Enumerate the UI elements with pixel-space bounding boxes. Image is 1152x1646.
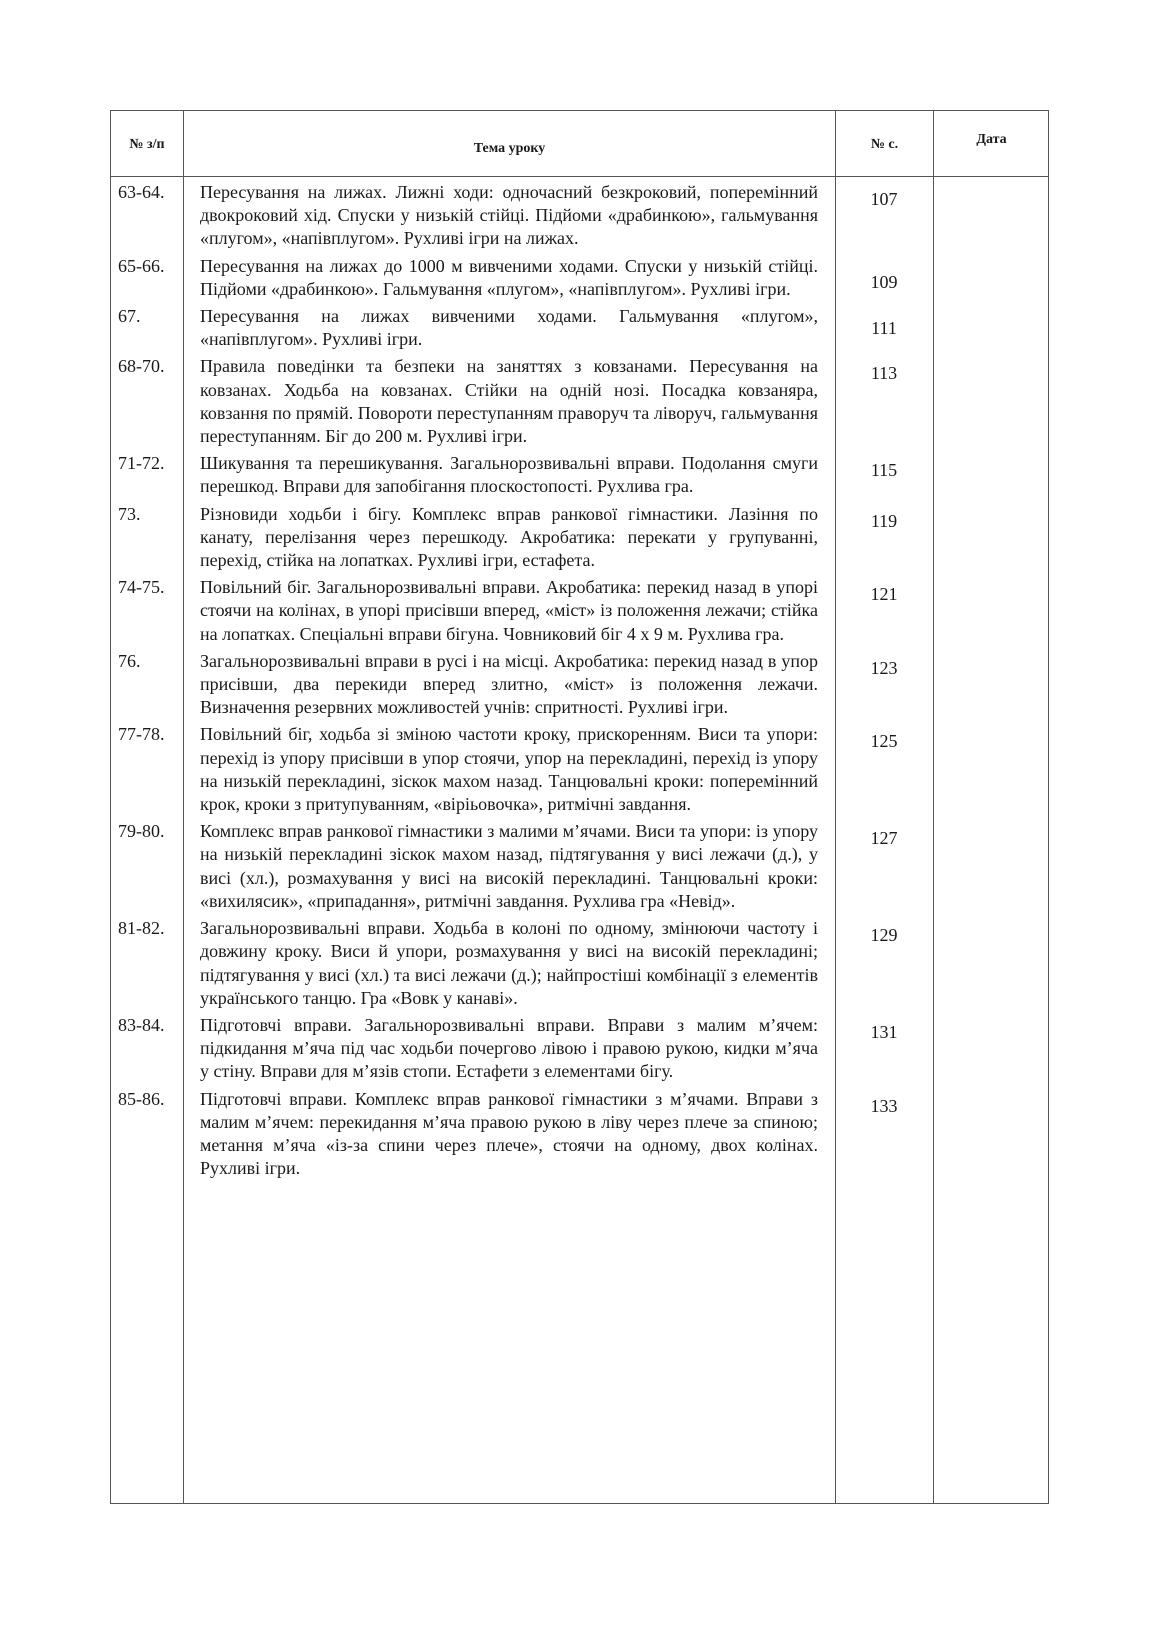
lesson-number: 67. bbox=[118, 306, 141, 327]
table-body bbox=[111, 181, 1048, 1184]
table-row bbox=[111, 1088, 1048, 1181]
lesson-topic: Повільний біг. Загальнорозвивальні вправи. Акробатика: перекид назад в упорі стоячи на колінах, в упорі присівши вперед, «міст» із положення лежачи; стійка на лопатках. Спеціальні вправи бігуна. Човниковий біг 4 х 9 м. Рухлива гра. bbox=[200, 577, 818, 644]
lesson-topic: Пересування на лижах вивченими ходами. Гальмування «плугом», «напівплугом». Рухливі ігри. bbox=[200, 306, 818, 350]
table-row bbox=[111, 1014, 1048, 1084]
lesson-number: 83-84. bbox=[118, 1014, 165, 1035]
page-number: 107 bbox=[870, 189, 898, 209]
page-number: 129 bbox=[870, 925, 898, 946]
table-row bbox=[111, 820, 1048, 913]
table-row bbox=[111, 917, 1048, 1010]
table-row bbox=[111, 255, 1048, 301]
header-number: № з/п bbox=[129, 137, 165, 152]
page-number: 115 bbox=[870, 460, 898, 481]
lesson-topic: Повільний біг, ходьба зі зміною частоти кроку, прискоренням. Виси та упори: перехід із упору присівши в упор стоячи, упор на перекладині, перехід із упору на низькій перекладині, зіскок махом назад. Танцювальні кроки: поперемінний крок, кроки з притупуванням, «віріьовочка», ритмічні завдання. bbox=[200, 724, 818, 815]
table-row bbox=[111, 503, 1048, 573]
lesson-number: 85-86. bbox=[118, 1088, 165, 1109]
lesson-number: 63-64. bbox=[118, 182, 165, 202]
page-number: 123 bbox=[870, 657, 898, 678]
page-number: 133 bbox=[870, 1095, 898, 1116]
lesson-number: 71-72. bbox=[118, 453, 165, 474]
page-number: 125 bbox=[870, 731, 898, 752]
page-number: 119 bbox=[870, 510, 898, 531]
table-row bbox=[111, 181, 1048, 251]
lesson-number: 65-66. bbox=[118, 255, 165, 276]
table-row bbox=[111, 305, 1048, 351]
lesson-plan-table bbox=[110, 110, 1049, 1504]
table-row bbox=[111, 355, 1048, 448]
lesson-topic: Шикування та перешикування. Загальнорозвивальні вправи. Подолання смуги перешкод. Вправи для запобігання плоскостопості. Рухлива гра. bbox=[200, 453, 818, 497]
lesson-number: 76. bbox=[118, 650, 141, 671]
page-number: 113 bbox=[870, 363, 898, 384]
page-number: 131 bbox=[870, 1021, 898, 1042]
page-number: 109 bbox=[870, 271, 898, 292]
lesson-topic: Загальнорозвивальні вправи в русі і на місці. Акробатика: перекид назад в упор присівши, два перекиди вперед злитно, «міст» із положення лежачи. Визначення резервних можливостей учнів: спритності. Рухливі ігри. bbox=[200, 650, 818, 718]
header-topic: Тема уроку bbox=[473, 141, 546, 156]
lesson-number: 68-70. bbox=[118, 356, 165, 377]
page-number: 111 bbox=[871, 318, 897, 339]
lesson-topic: Підготовчі вправи. Загальнорозвивальні вправи. Вправи з малим м’ячем: підкидання м’яча під час ходьби почергово лівою і правою рукою, кидки м’яча у стіну. Вправи для м’язів стопи. Естафети з елементами бігу. bbox=[200, 1014, 818, 1082]
lesson-number: 77-78. bbox=[118, 724, 165, 745]
lesson-number: 81-82. bbox=[118, 918, 165, 939]
lesson-topic: Пересування на лижах до 1000 м вивченими ходами. Спуски у низькій стійці. Підйоми «драбинкою». Гальмування «плугом», «напівплугом». Рухливі ігри. bbox=[200, 255, 818, 299]
header-date: Дата bbox=[976, 132, 1007, 147]
lesson-topic: Загальнорозвивальні вправи. Ходьба в колоні по одному, змінюючи частоту і довжину кроку. Виси й упори, розмахування у висі на високій перекладині; підтягування у висі (хл.) та висі лежачи (д.); найпростіші комбінації з елементів українського танцю. Гра «Вовк у канаві». bbox=[200, 918, 818, 1008]
lesson-number: 79-80. bbox=[118, 821, 165, 842]
table-row bbox=[111, 452, 1048, 498]
lesson-topic: Правила поведінки та безпеки на заняттях з ковзанами. Пересування на ковзанах. Ходьба на ковзанах. Стійки на одній нозі. Посадка ковзаняра, ковзання по прямій. Повороти переступанням праворуч та ліворуч, гальмування переступанням. Біг до 200 м. Рухливі ігри. bbox=[200, 356, 818, 447]
lesson-topic: Комплекс вправ ранкової гімнастики з малими м’ячами. Виси та упори: із упору на низькій перекладині зіскок махом назад, підтягування у висі лежачи (д.), у висі (хл.), розмахування у висі на високій перекладині. Танцювальні кроки: «вихилясик», «припадання», ритмічні завдання. Рухлива гра «Невід». bbox=[200, 821, 818, 911]
table-row bbox=[111, 576, 1048, 646]
page-number: 127 bbox=[870, 828, 898, 849]
header-page: № с. bbox=[870, 137, 899, 152]
lesson-topic: Підготовчі вправи. Комплекс вправ ранкової гімнастики з м’ячами. Вправи з малим м’ячем: перекидання м’яча правою рукою в ліву через плече за спиною; метання м’яча «із-за спини через плече», стоячи на одному, двох колінах. Рухливі ігри. bbox=[200, 1088, 818, 1179]
table-row bbox=[111, 723, 1048, 816]
page-number: 121 bbox=[870, 584, 898, 605]
lesson-number: 74-75. bbox=[118, 577, 165, 598]
header-divider bbox=[111, 176, 1048, 177]
table-row bbox=[111, 650, 1048, 720]
lesson-topic: Пересування на лижах. Лижні ходи: одночасний безкроковий, поперемінний двокроковий хід. Спуски у низькій стійці. Підйоми «драбинкою», гальмування «плугом», «напівплугом». Рухливі ігри на лижах. bbox=[200, 182, 818, 249]
lesson-number: 73. bbox=[118, 503, 141, 524]
lesson-topic: Різновиди ходьби і бігу. Комплекс вправ ранкової гімнастики. Лазіння по канату, перелізання через перешкоду. Акробатика: перекати у групуванні, перехід, стійка на лопатках. Рухливі ігри, естафета. bbox=[200, 503, 818, 571]
